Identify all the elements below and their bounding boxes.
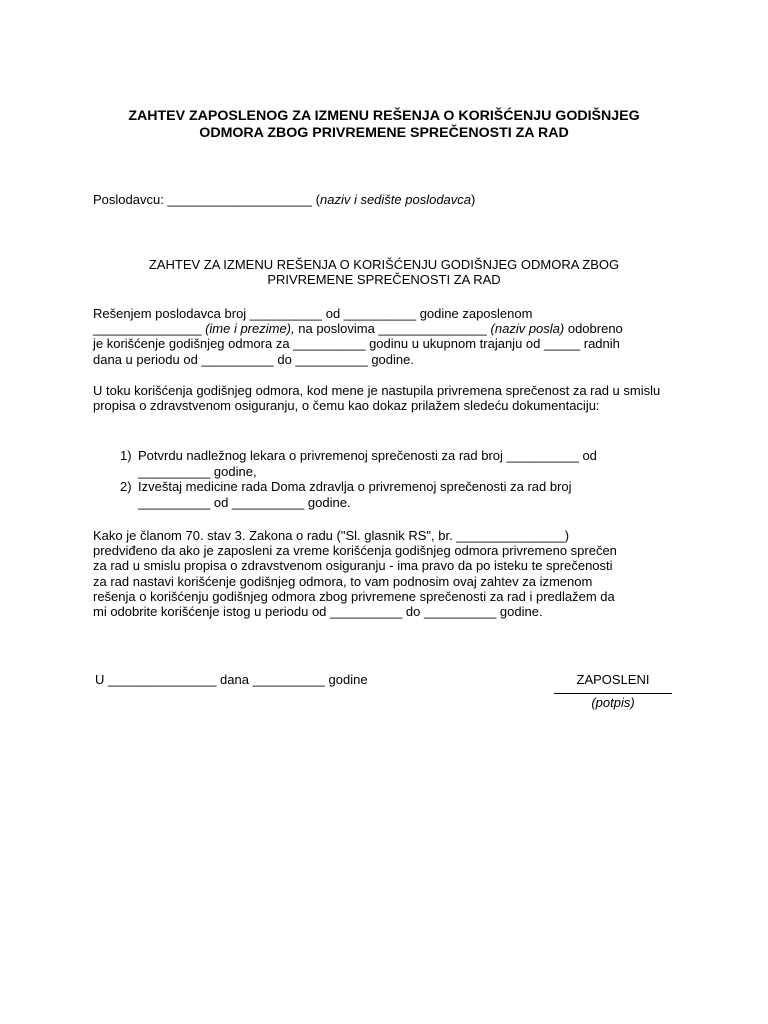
place-date-line: U _______________ dana __________ godine [95,672,368,687]
addressee-label: Poslodavcu: ____________________ ( [93,192,320,207]
request-subtitle-line-2: PRIVREMENE SPREČENOSTI ZA RAD [267,272,501,287]
signature-caption: (potpis) [591,695,635,710]
signature-block [553,672,673,711]
employee-name-hint: (ime i prezime), [205,321,295,337]
approved-text: odobreno [564,321,623,337]
decision-line-4: dana u periodu od __________ do __________ godine. [93,351,414,367]
request-subtitle [90,257,678,287]
legal-basis-line-3: za rad u smislu propisa o zdravstvenom osiguranju - ima pravo da po isteku te sprečenosti [93,558,613,574]
position-hint: (naziv posla) [490,321,565,337]
legal-basis-paragraph [93,528,678,619]
decision-line-1: Rešenjem poslodavca broj __________ od __________ godine zaposlenom [93,306,533,321]
document-title-line-1: ZAHTEV ZAPOSLENOG ZA IZMENU REŠENJA O KORIŠĆENJU GODIŠNJEG [128,108,640,124]
decision-line-2 [93,321,678,336]
list-item [120,479,680,510]
addressee-close: ) [471,192,476,207]
employee-name-blank: _______________ [93,321,206,337]
addressee-line [93,192,475,208]
legal-basis-line-4: za rad nastavi korišćenje godišnjeg odmora, to vam podnosim ovaj zahtev za izmenom [93,573,593,589]
legal-basis-line-1: Kako je članom 70. stav 3. Zakona o radu ("Sl. glasnik RS", br. _______________) [93,528,570,543]
list-item-line-1: Potvrdu nadležnog lekara o privremenoj sprečenosti za rad broj __________ od [138,448,597,463]
attachments-list [120,448,680,510]
document-title [90,108,678,142]
list-item [120,448,680,479]
legal-basis-line-5: rešenja o korišćenju godišnjeg odmora zbog privremene sprečenosti za rad i predlažem da [93,588,615,604]
addressee-hint: naziv i sedište poslodavca [319,192,472,207]
position-text: na poslovima _______________ [294,321,491,337]
list-item-line-1: Izveštaj medicine rada Doma zdravlja o privremenoj sprečenosti za rad broj [138,479,572,495]
signature-label: ZAPOSLENI [576,672,650,687]
document-title-line-2: ODMORA ZBOG PRIVREMENE SPREČENOSTI ZA RAD [199,125,569,141]
decision-line-3: je korišćenje godišnjeg odmora za __________ godinu u ukupnom trajanju od _____ radnih [93,336,620,352]
signature-line [554,693,672,694]
request-subtitle-line-1: ZAHTEV ZA IZMENU REŠENJA O KORIŠĆENJU GODIŠNJEG ODMORA ZBOG [148,257,620,272]
decision-paragraph [93,306,678,367]
legal-basis-line-6: mi odobrite korišćenje istog u periodu od __________ do __________ godine. [93,604,543,620]
legal-basis-line-2: predviđeno da ako je zaposleni za vreme korišćenja godišnjeg odmora privremeno sprečen [93,543,617,559]
list-item-number: 1) [120,448,132,463]
list-item-number: 2) [120,479,132,495]
list-item-line-2: __________ godine, [138,463,257,479]
incapacity-paragraph: U toku korišćenja godišnjeg odmora, kod mene je nastupila privremena sprečenost za rad u smislu propisa o zdravstvenom osiguranju, o čemu kao dokaz prilažem sledeću dokumentaciju: [93,383,661,414]
list-item-line-2: __________ od __________ godine. [138,494,351,510]
